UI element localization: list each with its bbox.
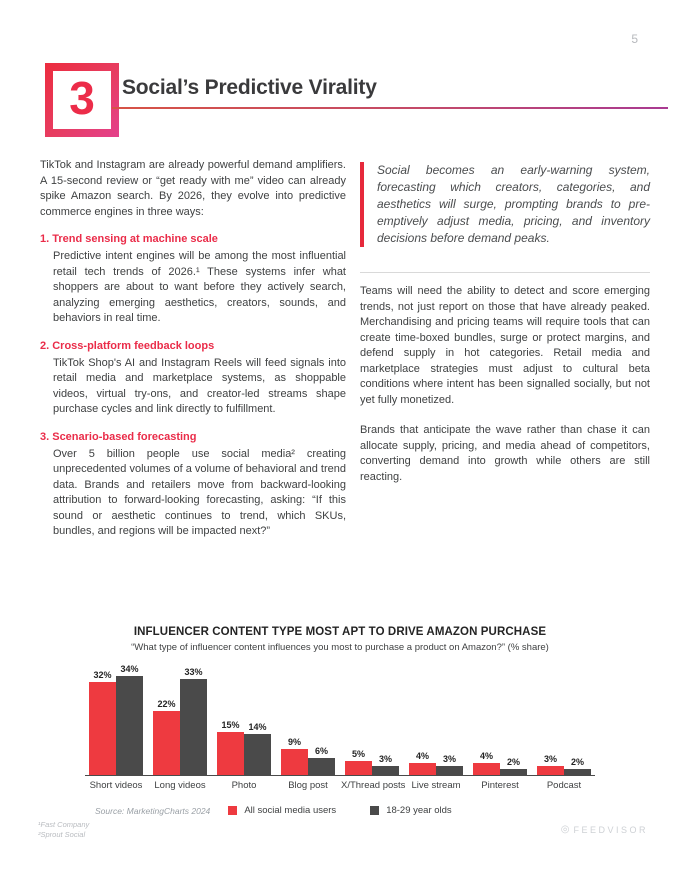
bar-value-label: 32% (93, 670, 112, 681)
bar-value-label: 3% (543, 754, 557, 765)
section-feedback-loops (40, 339, 346, 418)
bar-value-label: 5% (351, 748, 365, 759)
bar-group (405, 751, 467, 775)
left-column (40, 158, 346, 540)
bar (436, 766, 463, 775)
section-trend-sensing (40, 232, 346, 327)
page-title: Social’s Predictive Virality (122, 76, 377, 99)
category-label: Live stream (411, 780, 461, 791)
bar-column (308, 746, 335, 775)
bar-group (277, 737, 339, 775)
legend-item-18-29 (370, 805, 451, 816)
bar (281, 749, 308, 775)
bar (217, 732, 244, 776)
pull-quote-text: Social becomes an early-warning system, forecasting which creators, categories, and aesthetics will surge, prompting brands to pre-emptively adjust media, pricing, and inventory decisions before demand peaks. (377, 163, 650, 245)
section-heading: 2. Cross-platform feedback loops (40, 339, 215, 352)
section-heading: 1. Trend sensing at machine scale (40, 233, 218, 245)
bar-value-label: 22% (157, 699, 176, 710)
title-underline-rule (112, 107, 668, 109)
bar-value-label: 33% (184, 667, 203, 678)
legend-item-all-users (228, 805, 336, 816)
bar-column (244, 722, 271, 775)
bar (500, 769, 527, 775)
intro-paragraph: TikTok and Instagram are already powerful demand amplifiers. A 15-second review or “get ready with me” video can already spike Amazon search. By 2026, they evolve into predictive commerce engines in three ways: (40, 159, 346, 218)
bar (409, 763, 436, 775)
bar-value-label: 9% (287, 736, 301, 747)
bar-value-label: 2% (506, 757, 520, 768)
right-paragraph: Brands that anticipate the wave rather than chase it can allocate supply, pricing, and media ahead of competitors, converting demand into growth while others are still reacting. (360, 424, 650, 483)
category-label: Blog post (288, 780, 328, 791)
divider-rule (360, 272, 650, 273)
bar-column (89, 670, 116, 775)
chapter-number-box (45, 63, 119, 137)
legend-label: All social media users (244, 805, 337, 816)
category-axis (85, 780, 595, 791)
bar-column (473, 751, 500, 775)
category-label: Long videos (154, 780, 206, 791)
bar (180, 679, 207, 775)
bar-value-label: 3% (442, 754, 456, 765)
bar-column (180, 667, 207, 775)
chart-section (0, 626, 680, 819)
bar (153, 711, 180, 775)
bar (345, 761, 372, 776)
bar (473, 763, 500, 775)
category-label: Podcast (546, 780, 582, 791)
bar-value-label: 14% (248, 722, 267, 733)
bar-group (85, 664, 147, 775)
bar-value-label: 4% (479, 751, 493, 762)
section-body: Over 5 billion people use social media² creating unprecedented volumes of a volume of behavioral and trend data. Brands and retailers move from backward-looking attribution to forward-looking forecasting, asking: “If this sound or aesthetic continues to trend, which SKUs, bundles, and regions will be impacted next?” (53, 447, 346, 537)
category-label: X/Thread posts (341, 780, 406, 791)
pull-quote (360, 162, 650, 247)
bar-column (345, 749, 372, 776)
bar-value-label: 3% (378, 754, 392, 765)
chapter-number-box-inner (53, 71, 111, 129)
chart-title: INFLUENCER CONTENT TYPE MOST APT TO DRIVE AMAZON PURCHASE (133, 626, 547, 638)
category-label: Photo (231, 780, 257, 791)
bar-value-label: 6% (314, 745, 328, 756)
category-label: Pinterest (481, 780, 519, 791)
bar (244, 734, 271, 775)
bar-value-label: 34% (120, 664, 139, 675)
section-body: Predictive intent engines will be among the most influential retail tech trends of 2026.¹ These systems infer what shoppers are about to want before they actively search, analyzing emerging aesthetics, creators, sounds, and behaviors in real time. (53, 250, 346, 324)
bar-column (217, 720, 244, 776)
bar-chart (85, 660, 595, 776)
bar-column (500, 757, 527, 775)
brand-logo-text: FEEDVISOR (573, 824, 648, 835)
category-label: Short videos (89, 780, 143, 791)
bar-value-label: 4% (415, 751, 429, 762)
page-number: 5 (631, 32, 638, 46)
bar-column (153, 699, 180, 775)
legend-label: 18-29 year olds (386, 805, 452, 816)
bar-column (564, 757, 591, 775)
section-body: TikTok Shop's AI and Instagram Reels will feed signals into retail media and marketplace systems, as shoppable videos, virtual try-ons, and creator-led streams shape purchase cycles and link directly to fulfillment. (53, 356, 346, 415)
footnote: ²Sprout Social (38, 830, 86, 839)
legend-swatch-dark (370, 806, 379, 815)
chart-source: Source: MarketingCharts 2024 (95, 806, 211, 816)
bar-group (533, 754, 595, 775)
bar (308, 758, 335, 775)
bar (564, 769, 591, 775)
section-scenario-forecasting (40, 430, 346, 540)
body-columns (40, 158, 650, 540)
chapter-number: 3 (69, 72, 95, 124)
brand-logo-icon: ◎ (560, 824, 570, 835)
bar-column (281, 737, 308, 775)
bar-group (341, 749, 403, 776)
chart-subtitle: “What type of influencer content influences you most to purchase a product on Amazon?” (% share) (131, 642, 549, 653)
bar-group (213, 720, 275, 776)
chart-footer-row (0, 805, 680, 819)
bar-column (436, 754, 463, 775)
bar (116, 676, 143, 775)
bar-value-label: 15% (221, 719, 240, 730)
bar-column (537, 754, 564, 775)
brand-logo (561, 824, 648, 835)
footnotes (38, 820, 89, 840)
bar-column (409, 751, 436, 775)
right-paragraph: Teams will need the ability to detect and score emerging trends, not just report on those that have already peaked. Merchandising and pricing teams will require tools that can create time-boxed bundles, surge or protect margins, and defend supply in hot categories. Retail media and marketplace strategies must adjust to cultural beta conditions where intent has been signalled socially, but not yet fully monetized. (360, 285, 650, 406)
bar (89, 682, 116, 775)
right-column (360, 158, 650, 540)
footnote: ¹Fast Company (38, 820, 90, 829)
bar-value-label: 2% (570, 757, 584, 768)
bar-column (116, 664, 143, 775)
chart-legend (0, 805, 680, 816)
bar (372, 766, 399, 775)
bar-group (149, 667, 211, 775)
bar-group (469, 751, 531, 775)
legend-swatch-red (228, 806, 237, 815)
bar-column (372, 754, 399, 775)
section-heading: 3. Scenario-based forecasting (40, 430, 197, 443)
bar (537, 766, 564, 775)
